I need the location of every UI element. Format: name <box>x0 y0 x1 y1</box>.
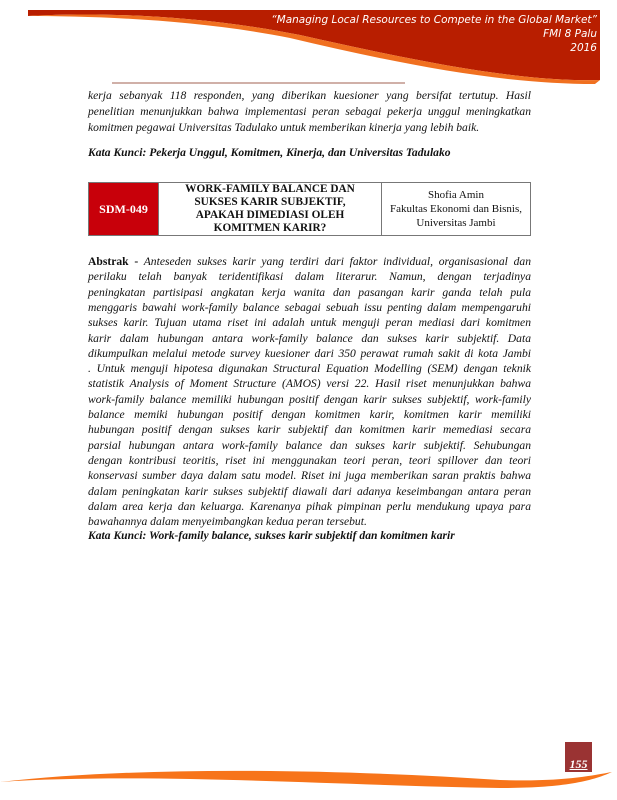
abstract-line: dengan kontribusi teoritis, riset ini menggunakan teori peran, teori spillover dan teori <box>88 453 531 467</box>
title-line: APAKAH DIMEDIASI OLEH <box>195 209 345 221</box>
author-name: Shofia Amin <box>428 189 484 201</box>
abstract-text: Anteseden sukses karir yang terdiri dari faktor individual, organisasional dan <box>138 255 532 268</box>
paper-info-table <box>88 182 531 236</box>
header-year: 2016 <box>570 42 597 54</box>
abstract-line: work-family balance memiliki hubungan positif dengan karir sukses subjektif, work-family <box>88 392 531 406</box>
prev-abstract-line: kerja sebanyak 118 responden, yang diberikan kuesioner yang bersifat tertutup. Hasil <box>88 89 531 102</box>
abstract-line: konservasi sumber daya dalam satu model. Riset ini juga memberikan saran praktis bahwa <box>88 469 531 483</box>
abstract-line: sukses karir. Tujuan utama riset ini adalah untuk menguji peran mediasi dari komitmen <box>88 316 531 330</box>
abstract-line: hubungan positif dengan sukses karir subjektif dan komitmen karir memediasi secara <box>88 423 531 437</box>
abstract-line: balance memiki hubungan positif dengan komitmen karir, komitmen karir memiliki <box>88 408 531 421</box>
title-line: KOMITMEN KARIR? <box>213 222 327 234</box>
paper-title <box>159 183 382 236</box>
prev-abstract-line: penelitian menunjukkan bahwa implementasi peran sebagai pekerja unggul meningkatkan <box>88 105 531 118</box>
affiliation-line: Fakultas Ekonomi dan Bisnis, <box>390 203 522 215</box>
title-line: WORK-FAMILY BALANCE DAN <box>185 183 355 195</box>
abstract-line: bawahannya dalam menyeimbangkan kedua peran tersebut. <box>88 515 367 529</box>
abstract-line: menggaris bawahi work-family balance sebagai sebuah issu penting dalam mempengaruhi <box>88 300 531 314</box>
page-number: 155 <box>565 742 592 772</box>
paper-author-cell <box>382 183 531 236</box>
abstract-line: dalam area kerja dan keluarga. Karenanya pihak pimpinan perlu mendukung upaya para <box>88 499 531 513</box>
header-event: FMI 8 Palu <box>543 28 597 40</box>
abstract-keywords: Kata Kunci: Work-family balance, sukses karir subjektif dan komitmen karir <box>88 529 455 542</box>
abstract-line: dalam peningkatan karir sukses subjektif diawali dari adanya keseimbangan antara peran <box>88 484 531 498</box>
abstract-line: peningkatan partisipasi angkatan kerja wanita dan pasangan karir ganda telah pula <box>88 285 531 299</box>
affiliation-line: Universitas Jambi <box>416 217 496 229</box>
abstract-line: . Untuk menguji hipotesa digunakan Structural Equation Modelling (SEM) dengan teknik <box>88 362 531 376</box>
abstract-line: statistik Analysis of Moment Structure (AMOS) versi 22. Hasil riset menunjukkan bahwa <box>88 377 531 391</box>
abstract-line: parsial hubungan antara work-family balance dan sukses karir subjektif. Sehubungan <box>88 438 531 452</box>
title-line: SUKSES KARIR SUBJEKTIF, <box>194 196 346 208</box>
abstract-line <box>88 254 531 269</box>
header-theme: “Managing Local Resources to Compete in the Global Market” <box>271 14 597 26</box>
abstract-line: karir dalam hubungan antara work-family balance dan sukses karir subjektif. Data <box>88 331 531 345</box>
abstract-label: Abstrak - <box>88 255 139 268</box>
paper-code: SDM-049 <box>89 183 159 236</box>
prev-abstract-line: komitmen pegawai Universitas Tadulako untuk memberikan kinerja yang lebih baik. <box>88 121 480 134</box>
prev-keywords: Kata Kunci: Pekerja Unggul, Komitmen, Kinerja, dan Universitas Tadulako <box>88 146 451 159</box>
abstract-line: dikumpulkan melalui metode survey kuesioner dari 350 perawat rumah sakit di kota Jambi <box>88 346 531 360</box>
abstract-line: perilaku telah banyak teridentifikasi dalam literarur. Namun, dengan terjadinya <box>88 270 531 284</box>
footer-swoosh <box>0 760 617 800</box>
